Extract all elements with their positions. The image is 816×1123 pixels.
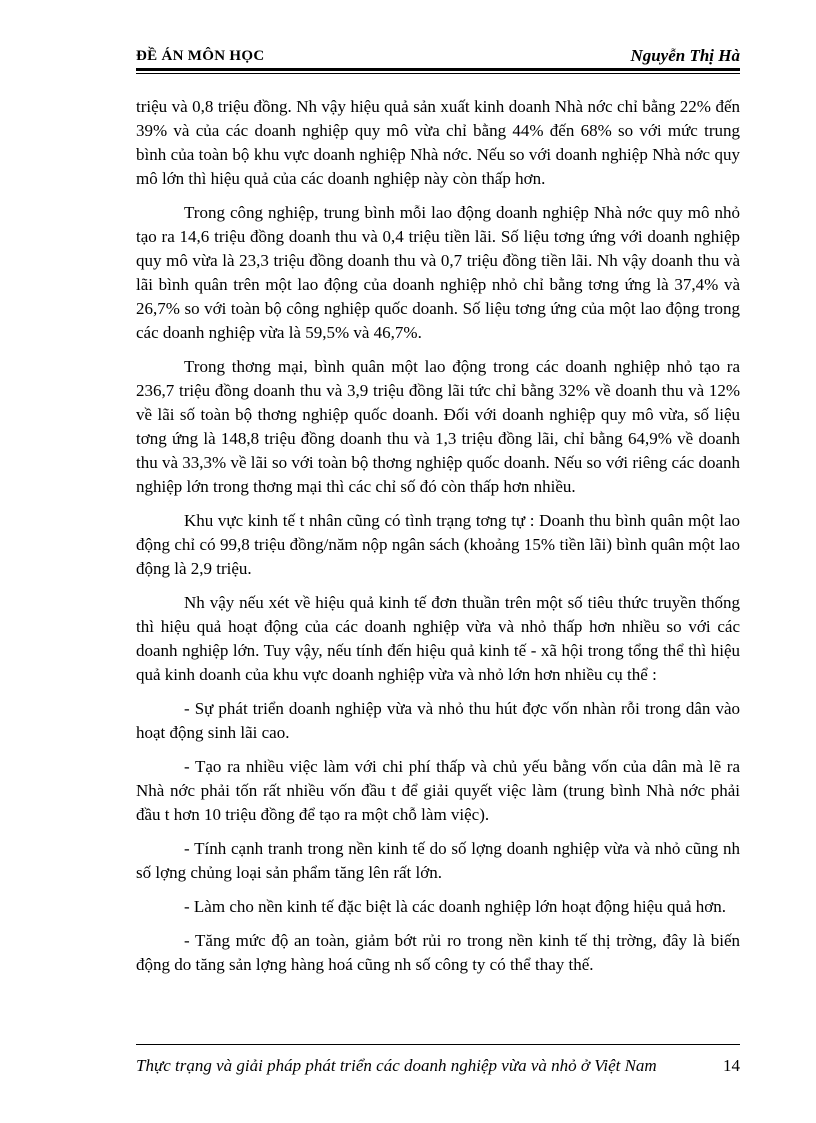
document-body — [136, 95, 740, 987]
paragraph: Trong thơng mại, bình quân một lao động trong các doanh nghiệp nhỏ tạo ra 236,7 triệu đồng doanh thu và 3,9 triệu đồng lãi tức chỉ bằng 32% về doanh thu và 12% về lãi số toàn bộ thơng nghiệp quốc doanh. Đối với doanh nghiệp quy mô vừa, số liệu tơng ứng là 148,8 triệu đồng doanh thu và 1,3 triệu đồng lãi, chỉ bằng 64,9% về doanh thu và 33,3% về lãi so với toàn bộ thơng nghiệp quốc doanh. Nếu so với riêng các doanh nghiệp lớn trong thơng mại thì các chỉ số đó còn thấp hơn nhiều. — [136, 357, 740, 496]
page-footer — [136, 1044, 740, 1084]
page-number: 14 — [723, 1056, 740, 1075]
header-divider-thick — [136, 68, 740, 71]
paragraph: Nh vậy nếu xét về hiệu quả kinh tế đơn thuần trên một số tiêu thức truyền thống thì hiệu quả hoạt động của các doanh nghiệp vừa và nhỏ thấp hơn nhiều so với các doanh nghiệp lớn. Tuy vậy, nếu tính đến hiệu quả kinh tế - xã hội trong tổng thể thì hiệu quả kinh doanh của khu vực doanh nghiệp vừa và nhỏ lớn hơn nhiều cụ thể : — [136, 593, 740, 684]
page-header — [136, 44, 740, 68]
paragraph: Khu vực kinh tế t nhân cũng có tình trạng tơng tự : Doanh thu bình quân một lao động chỉ có 99,8 triệu đồng/năm nộp ngân sách (khoảng 15% tiền lãi) bình quân một lao động là 2,9 triệu. — [136, 511, 740, 578]
list-item: - Tăng mức độ an toàn, giảm bớt rủi ro trong nền kinh tế thị trờng, đây là biến động do tăng sản lợng hàng hoá cũng nh số công ty có thể thay thế. — [136, 931, 740, 974]
paragraph: triệu và 0,8 triệu đồng. Nh vậy hiệu quả sản xuất kinh doanh Nhà nớc chỉ bằng 22% đến 39% và của các doanh nghiệp quy mô vừa chỉ bằng 44% đến 68% so với mức trung bình của toàn bộ khu vực doanh nghiệp Nhà nớc. Nếu so với doanh nghiệp Nhà nớc quy mô lớn thì hiệu quả của các doanh nghiệp này còn thấp hơn. — [136, 97, 740, 188]
author-name: Nguyễn Thị Hà — [630, 46, 740, 65]
list-item: - Tính cạnh tranh trong nền kinh tế do số lợng doanh nghiệp vừa và nhỏ cũng nh số lợng chủng loại sản phẩm tăng lên rất lớn. — [136, 839, 740, 882]
paragraph: Trong công nghiệp, trung bình mỗi lao động doanh nghiệp Nhà nớc quy mô nhỏ tạo ra 14,6 triệu đồng doanh thu và 0,4 triệu tiền lãi. Số liệu tơng ứng với doanh nghiệp quy mô vừa là 23,3 triệu đồng doanh thu và 0,7 triệu đồng tiền lãi. Nh vậy doanh thu và lãi bình quân trên một lao động của doanh nghiệp nhỏ chỉ bằng tơng ứng là 37,4% và 26,7% so với toàn bộ công nghiệp quốc doanh. Số liệu tơng ứng của một lao động trong các doanh nghiệp vừa là 59,5% và 46,7%. — [136, 203, 740, 342]
footer-divider — [136, 1044, 740, 1045]
list-item: - Làm cho nền kinh tế đặc biệt là các doanh nghiệp lớn hoạt động hiệu quả hơn. — [184, 897, 726, 916]
course-title: ĐỀ ÁN MÔN HỌC — [136, 48, 265, 64]
header-divider-thin — [136, 73, 740, 74]
list-item: - Tạo ra nhiều việc làm với chi phí thấp và chủ yếu bằng vốn của dân mà lẽ ra Nhà nớc phải tốn rất nhiều vốn đầu t để giải quyết việc làm (trung bình Nhà nớc phải đầu t hơn 10 triệu đồng để tạo ra một chỗ làm việc). — [136, 757, 740, 824]
list-item: - Sự phát triển doanh nghiệp vừa và nhỏ thu hút đợc vốn nhàn rỗi trong dân vào hoạt động sinh lãi cao. — [136, 699, 740, 742]
document-title: Thực trạng và giải pháp phát triển các doanh nghiệp vừa và nhỏ ở Việt Nam — [136, 1056, 657, 1075]
